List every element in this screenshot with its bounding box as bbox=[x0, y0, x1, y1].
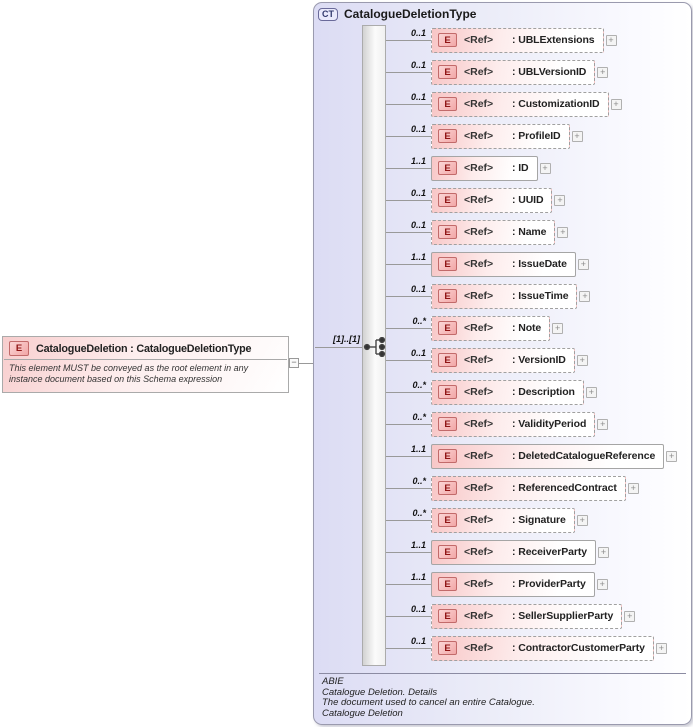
ref-label: <Ref> bbox=[464, 514, 494, 526]
element-badge-icon: E bbox=[9, 341, 29, 356]
element-box[interactable] bbox=[431, 508, 575, 533]
expand-button[interactable]: + bbox=[577, 355, 588, 366]
element-badge-icon: E bbox=[438, 513, 457, 527]
element-badge-icon: E bbox=[438, 161, 457, 175]
divider bbox=[319, 673, 686, 674]
expand-button[interactable]: + bbox=[598, 547, 609, 558]
connector-line bbox=[386, 136, 431, 137]
element-name: : UBLVersionID bbox=[512, 66, 587, 78]
element-name: : IssueDate bbox=[512, 258, 567, 270]
element-row-ProfileID bbox=[386, 123, 583, 149]
element-box[interactable] bbox=[431, 220, 555, 245]
element-box[interactable] bbox=[431, 252, 576, 277]
cardinality-label: 0..1 bbox=[410, 124, 426, 134]
element-box[interactable] bbox=[431, 604, 622, 629]
element-name: : Description bbox=[512, 386, 575, 398]
cardinality-label: 0..1 bbox=[410, 188, 426, 198]
complex-type-header bbox=[318, 7, 476, 21]
element-row-UBLExtensions bbox=[386, 27, 617, 53]
element-row-ReferencedContract bbox=[386, 475, 639, 501]
cardinality-label: 1..1 bbox=[410, 540, 426, 550]
element-name: : Signature bbox=[512, 514, 566, 526]
cardinality-label: 1..1 bbox=[410, 572, 426, 582]
element-row-IssueDate bbox=[386, 251, 589, 277]
connector-line bbox=[386, 296, 431, 297]
expand-button[interactable]: + bbox=[554, 195, 565, 206]
expand-button[interactable]: + bbox=[540, 163, 551, 174]
ref-label: <Ref> bbox=[464, 130, 494, 142]
annotation-text bbox=[322, 677, 535, 719]
element-name: : DeletedCatalogueReference bbox=[512, 450, 656, 462]
root-element-node[interactable] bbox=[2, 336, 289, 393]
ref-label: <Ref> bbox=[464, 610, 494, 622]
connector-line bbox=[315, 347, 365, 348]
complex-type-title: CatalogueDeletionType bbox=[344, 7, 477, 21]
annotation-line: Catalogue Deletion bbox=[322, 707, 403, 719]
root-element-description: This element MUST be conveyed as the root element in any instance document based on this Schema expression bbox=[9, 363, 249, 384]
element-box[interactable] bbox=[431, 188, 552, 213]
connector-line bbox=[386, 264, 431, 265]
element-box[interactable] bbox=[431, 92, 609, 117]
ref-label: <Ref> bbox=[464, 418, 494, 430]
expand-button[interactable]: + bbox=[552, 323, 563, 334]
complex-type-container bbox=[313, 2, 692, 725]
cardinality-label: 0..1 bbox=[410, 28, 426, 38]
connector-line bbox=[386, 168, 431, 169]
element-badge-icon: E bbox=[438, 449, 457, 463]
element-badge-icon: E bbox=[438, 321, 457, 335]
occurrence-label: [1]..[1] bbox=[333, 334, 360, 344]
connector-line bbox=[386, 488, 431, 489]
ref-label: <Ref> bbox=[464, 98, 494, 110]
expand-button[interactable]: + bbox=[611, 99, 622, 110]
element-box[interactable] bbox=[431, 636, 654, 661]
cardinality-label: 1..1 bbox=[410, 444, 426, 454]
element-name: : ReceiverParty bbox=[512, 546, 587, 558]
element-row-VersionID bbox=[386, 347, 588, 373]
element-name: : ProviderParty bbox=[512, 578, 586, 590]
ref-label: <Ref> bbox=[464, 482, 494, 494]
element-name: : SellerSupplierParty bbox=[512, 610, 614, 622]
ref-label: <Ref> bbox=[464, 354, 494, 366]
element-box[interactable] bbox=[431, 444, 664, 469]
cardinality-label: 0..1 bbox=[410, 92, 426, 102]
expand-button[interactable]: + bbox=[628, 483, 639, 494]
element-row-Note bbox=[386, 315, 563, 341]
element-badge-icon: E bbox=[438, 641, 457, 655]
connector-line bbox=[299, 363, 314, 364]
element-row-UBLVersionID bbox=[386, 59, 608, 85]
element-box[interactable] bbox=[431, 476, 626, 501]
element-name: : UUID bbox=[512, 194, 544, 206]
ref-label: <Ref> bbox=[464, 258, 494, 270]
element-row-Description bbox=[386, 379, 597, 405]
cardinality-label: 0..* bbox=[412, 508, 426, 518]
element-row-ContractorCustomerParty bbox=[386, 635, 667, 661]
expand-button[interactable]: + bbox=[579, 291, 590, 302]
cardinality-label: 0..* bbox=[412, 380, 426, 390]
element-badge-icon: E bbox=[438, 129, 457, 143]
complex-type-badge-icon: CT bbox=[318, 8, 338, 21]
root-element-title: CatalogueDeletion : CatalogueDeletionType bbox=[36, 342, 252, 355]
cardinality-label: 0..* bbox=[412, 412, 426, 422]
connector-line bbox=[386, 648, 431, 649]
cardinality-label: 0..1 bbox=[410, 284, 426, 294]
element-name: : ValidityPeriod bbox=[512, 418, 587, 430]
root-element-header bbox=[3, 337, 288, 359]
element-badge-icon: E bbox=[438, 225, 457, 239]
expand-button[interactable]: + bbox=[578, 259, 589, 270]
connector-line bbox=[386, 616, 431, 617]
connector-line bbox=[386, 232, 431, 233]
expand-button[interactable]: + bbox=[557, 227, 568, 238]
connector-line bbox=[386, 392, 431, 393]
element-name: : ID bbox=[512, 162, 529, 174]
element-badge-icon: E bbox=[438, 193, 457, 207]
expand-button[interactable]: + bbox=[606, 35, 617, 46]
element-name: : CustomizationID bbox=[512, 98, 600, 110]
annotation-line: Catalogue Deletion. Details bbox=[322, 686, 438, 698]
element-name: : IssueTime bbox=[512, 290, 569, 302]
element-row-UUID bbox=[386, 187, 565, 213]
cardinality-label: 0..1 bbox=[410, 348, 426, 358]
connector-line bbox=[386, 200, 431, 201]
connector-line bbox=[386, 584, 431, 585]
ref-label: <Ref> bbox=[464, 642, 494, 654]
element-badge-icon: E bbox=[438, 481, 457, 495]
connector-line bbox=[386, 72, 431, 73]
element-box[interactable] bbox=[431, 316, 550, 341]
element-box[interactable] bbox=[431, 348, 575, 373]
element-badge-icon: E bbox=[438, 545, 457, 559]
element-row-Signature bbox=[386, 507, 588, 533]
cardinality-label: 1..1 bbox=[410, 156, 426, 166]
element-box[interactable] bbox=[431, 540, 596, 565]
element-badge-icon: E bbox=[438, 577, 457, 591]
element-name: : Note bbox=[512, 322, 542, 334]
element-box[interactable] bbox=[431, 380, 584, 405]
ref-label: <Ref> bbox=[464, 194, 494, 206]
element-row-DeletedCatalogueReference bbox=[386, 443, 677, 469]
expand-button[interactable]: + bbox=[597, 419, 608, 430]
element-box[interactable] bbox=[431, 60, 595, 85]
element-row-ProviderParty bbox=[386, 571, 608, 597]
expand-button[interactable]: + bbox=[666, 451, 677, 462]
element-badge-icon: E bbox=[438, 417, 457, 431]
element-badge-icon: E bbox=[438, 65, 457, 79]
cardinality-label: 1..1 bbox=[410, 252, 426, 262]
element-badge-icon: E bbox=[438, 385, 457, 399]
connector-line bbox=[386, 520, 431, 521]
expand-button[interactable]: + bbox=[656, 643, 667, 654]
ref-label: <Ref> bbox=[464, 290, 494, 302]
expand-button[interactable]: + bbox=[572, 131, 583, 142]
expand-button[interactable]: + bbox=[597, 579, 608, 590]
element-badge-icon: E bbox=[438, 257, 457, 271]
ref-label: <Ref> bbox=[464, 578, 494, 590]
element-row-ReceiverParty bbox=[386, 539, 609, 565]
cardinality-label: 0..1 bbox=[410, 220, 426, 230]
element-badge-icon: E bbox=[438, 33, 457, 47]
element-badge-icon: E bbox=[438, 289, 457, 303]
connector-line bbox=[386, 104, 431, 105]
element-name: : ReferencedContract bbox=[512, 482, 617, 494]
expand-button[interactable]: + bbox=[597, 67, 608, 78]
ref-label: <Ref> bbox=[464, 322, 494, 334]
expand-button[interactable]: + bbox=[577, 515, 588, 526]
cardinality-label: 0..* bbox=[412, 476, 426, 486]
element-name: : VersionID bbox=[512, 354, 566, 366]
collapse-toggle[interactable]: − bbox=[289, 358, 299, 368]
element-row-SellerSupplierParty bbox=[386, 603, 635, 629]
element-name: : Name bbox=[512, 226, 547, 238]
element-badge-icon: E bbox=[438, 97, 457, 111]
element-name: : ProfileID bbox=[512, 130, 561, 142]
element-box[interactable] bbox=[431, 28, 604, 53]
ref-label: <Ref> bbox=[464, 450, 494, 462]
ref-label: <Ref> bbox=[464, 546, 494, 558]
cardinality-label: 0..* bbox=[412, 316, 426, 326]
ref-label: <Ref> bbox=[464, 66, 494, 78]
ref-label: <Ref> bbox=[464, 34, 494, 46]
element-box[interactable] bbox=[431, 156, 538, 181]
annotation-line: The document used to cancel an entire Catalogue. bbox=[322, 697, 535, 708]
element-box[interactable] bbox=[431, 284, 577, 309]
element-row-Name bbox=[386, 219, 568, 245]
connector-line bbox=[386, 424, 431, 425]
element-box[interactable] bbox=[431, 124, 570, 149]
ref-label: <Ref> bbox=[464, 386, 494, 398]
cardinality-label: 0..1 bbox=[410, 60, 426, 70]
connector-line bbox=[386, 40, 431, 41]
expand-button[interactable]: + bbox=[586, 387, 597, 398]
expand-button[interactable]: + bbox=[624, 611, 635, 622]
connector-line bbox=[386, 552, 431, 553]
element-row-ID bbox=[386, 155, 551, 181]
annotation-line: ABIE bbox=[322, 676, 344, 687]
element-row-IssueTime bbox=[386, 283, 590, 309]
element-badge-icon: E bbox=[438, 353, 457, 367]
cardinality-label: 0..1 bbox=[410, 636, 426, 646]
connector-line bbox=[386, 328, 431, 329]
element-name: : UBLExtensions bbox=[512, 34, 595, 46]
connector-line bbox=[386, 360, 431, 361]
ref-label: <Ref> bbox=[464, 162, 494, 174]
element-box[interactable] bbox=[431, 572, 595, 597]
element-row-ValidityPeriod bbox=[386, 411, 608, 437]
element-badge-icon: E bbox=[438, 609, 457, 623]
connector-line bbox=[386, 456, 431, 457]
element-name: : ContractorCustomerParty bbox=[512, 642, 645, 654]
ref-label: <Ref> bbox=[464, 226, 494, 238]
cardinality-label: 0..1 bbox=[410, 604, 426, 614]
element-row-CustomizationID bbox=[386, 91, 622, 117]
element-box[interactable] bbox=[431, 412, 595, 437]
